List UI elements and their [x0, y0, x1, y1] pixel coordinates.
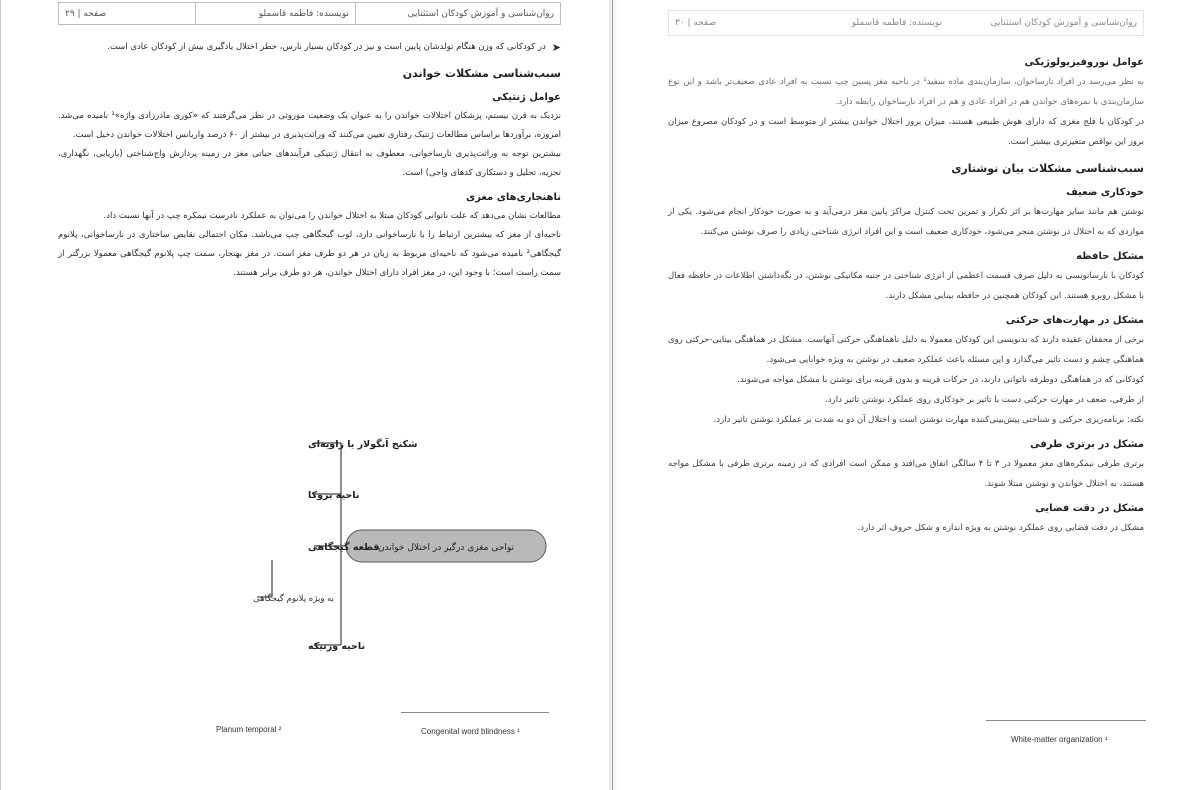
- paragraph-motor-3: از طرفی، ضعف در مهارت حرکتی دست با تاثیر بر خودکاری روی عملکرد نوشتن تاثیر دارد.: [825, 395, 1144, 405]
- heading-writing-etiology: سبب‌شناسی مشکلات بیان نوشتاری: [951, 162, 1144, 175]
- paragraph-brain-2: ناحیه‌ای از مغز که بیشترین ارتباط را با نارساخوانی دارد، لوب گیجگاهی چپ می‌باشد. مکان احتمالی نقایص ساختاری در نارساخوانی، پلانوم گیجگاهی² نامیده می‌شود که ناحیه‌ای مربوط به زبان در هر دو طرف مغز است. در مغز بهنجار، سمت چپ پلانوم گیجگاهی معمولا بزرگتر از سمت راست است؛ با وجود این، در مغز افراد دارای اختلال خواندن، هر دو طرف برابر هستند.: [58, 230, 561, 278]
- right-page-header: [668, 10, 1144, 36]
- diagram-branch-temporal: قطعه گیجگاهی: [308, 542, 380, 553]
- paragraph-spatial: مشکل در دقت فضایی روی عملکرد نوشتن به ویژه اندازه و شکل حروف اثر دارد.: [857, 523, 1144, 533]
- heading-motor-skills: مشکل در مهارت‌های حرکتی: [1005, 315, 1144, 326]
- diagram-branch-angular: شکنج آنگولار یا زاویه‌ای: [308, 439, 418, 450]
- heading-reading-etiology: سبب‌شناسی مشکلات خواندن: [402, 67, 561, 80]
- left-header-book-title: روان‌شناسی و آموزش کودکان استثنایی: [355, 3, 560, 24]
- brain-regions-diagram: [1, 0, 609, 790]
- left-header-page-number: صفحه | ۲۹: [65, 8, 107, 19]
- heading-laterality: مشکل در برتری طرفی: [1030, 439, 1144, 450]
- paragraph-genetic-2: بیشترین توجه به وراثت‌پذیری نارساخوانی، معطوف به انتقال ژنتیکی فرآیندهای حیاتی مغز در زمینه پردازش واج‌شناختی (بازیابی، نگهداری، تجزیه، تحلیل و دستکاری کدهای واجی) است.: [58, 149, 561, 178]
- bullet-text: در کودکانی که وزن هنگام تولدشان پایین است و نیز در کودکان بسیار نارس، خطر اختلال یادگیری بیش از کودکان عادی است.: [107, 42, 546, 52]
- paragraph-motor-note: نکته: برنامه‌ریزی حرکتی و شناختی پیش‌بینی‌کننده مهارت نوشتن است و اختلال آن دو به شدت بر عملکرد نوشتن تاثیر دارد.: [713, 415, 1144, 425]
- paragraph-motor-2: کودکانی که در هماهنگی دوطرفه ناتوانی دارند، در حرکات قرینه و بدون قرینه برای نوشتن با مشکل مواجه می‌شوند.: [737, 375, 1144, 385]
- footnote-white-matter: White-matter organization ¹: [1011, 735, 1108, 744]
- paragraph-memory: کودکان با نارسانویسی به دلیل صرف قسمت اعظمی از انرژی شناختی در جنبه مکانیکی نوشتن، در نگه‌داشتن اطلاعات در حافظه فعال با مشکل روبرو هستند. این کودکان همچنین در حافظه بینایی مشکل دارند.: [668, 271, 1144, 301]
- right-header-book-title: روان‌شناسی و آموزش کودکان استثنایی: [990, 18, 1137, 28]
- heading-neurophysiological: عوامل نوروفیزیولوژیکی: [1024, 57, 1144, 68]
- heading-spatial-accuracy: مشکل در دقت فضایی: [1035, 503, 1144, 514]
- heading-memory-problem: مشکل حافظه: [1076, 251, 1144, 262]
- right-footnote-rule: [986, 720, 1146, 721]
- right-header-author: نویسنده: فاطمه قاسملو: [851, 18, 942, 28]
- heading-weak-automaticity: خودکاری ضعیف: [1066, 187, 1144, 198]
- diagram-center-label: نواحی مغزی درگیر در اختلال خواندن: [377, 543, 515, 553]
- right-header-page-number: صفحه | ۳۰: [675, 18, 717, 28]
- right-page: [621, 0, 1195, 790]
- left-header-author: نویسنده: فاطمه قاسملو: [195, 3, 355, 24]
- footnote-congenital: Congenital word blindness ¹: [421, 727, 520, 736]
- paragraph-automaticity: نوشتن هم مانند سایر مهارت‌ها بر اثر تکرار و تمرین تحت کنترل مراکز پایین مغز درمی‌آید و به صورت خودکار انجام می‌شود. یکی از مواردی که به اختلال در نوشتن منجر می‌شود، خودکاری ضعیف است و این افراد انرژی شناختی زیادی را صرف نوشتن می‌کنند.: [668, 207, 1144, 237]
- paragraph-genetic-1: نزدیک به قرن بیستم، پزشکان اختلالات خواندن را به عنوان یک وضعیت موروثی در نظر می‌گرفتند که «کوری مادرزادی واژه»¹ نامیده می‌شد. امروزه، برآوردها براساس مطالعات ژنتیک رفتاری تعیین می‌کنند که وراثت‌پذیری در بیشتر از ۶۰ درصد واریانس اختلالات خواندن دخیل است.: [58, 111, 561, 140]
- diagram-sub-planum: به ویژه پلانوم گیجگاهی: [253, 594, 335, 604]
- paragraph-laterality: برتری طرفی نیمکره‌های مغز معمولا در ۳ تا ۴ سالگی اتفاق می‌افتد و ممکن است افرادی که در زمینه برتری طرفی با مشکل مواجه هستند، به اختلال خواندن و نوشتن مبتلا شوند.: [668, 459, 1145, 489]
- right-page-body: [668, 48, 1144, 538]
- diagram-branch-broca: ناحیه بروکا: [308, 490, 360, 501]
- paragraph-neuro-2: در کودکان با فلج مغزی که دارای هوش طبیعی هستند، میزان بروز اختلال خواندن بیشتر از متوسط است و در کودکان مصروع میزان بروز این نواقص متغیر‌تری بیشتر است.: [668, 117, 1144, 147]
- diagram-branch-wernicke: ناحیه ورنیکه: [308, 641, 366, 652]
- paragraph-neuro-1: به نظر می‌رسد در افراد نارساخوان، سازمان‌بندی ماده سفید¹ در ناحیه مغز پسین چپ نسبت به افراد عادی ضعیف‌تر باشد و این نوع سازمان‌بندی با نمره‌های خواندن هم در افراد عادی و هم در افراد نارساخوان رابطه دارد.: [668, 77, 1145, 107]
- book-gutter: [609, 0, 621, 790]
- paragraph-motor-1: برخی از محققان عقیده دارند که بدنویسی این کودکان معمولا به دلیل ناهماهنگی حرکتی آنهاست. مشکل در هماهنگی بینایی-حرکتی روی هماهنگی چشم و دست تاثیر می‌گذارد و این مسئله باعث عملکرد ضعیف در نوشتن به ویژه خوانایی می‌شود.: [668, 335, 1144, 365]
- heading-brain-abnormalities: ناهنجاری‌های مغزی: [466, 192, 561, 203]
- bullet-arrow-icon: ➤: [551, 41, 561, 54]
- footnote-planum: Planum temporal ²: [216, 725, 282, 734]
- paragraph-brain-1: مطالعات نشان می‌دهد که علت ناتوانی کودکان مبتلا به اختلال خواندن را می‌توان به عملکرد نادرست نیمکره چپ در آنها نسبت داد.: [103, 211, 561, 221]
- left-footnote-rule: [401, 712, 549, 713]
- heading-genetic-factors: عوامل ژنتیکی: [492, 92, 561, 103]
